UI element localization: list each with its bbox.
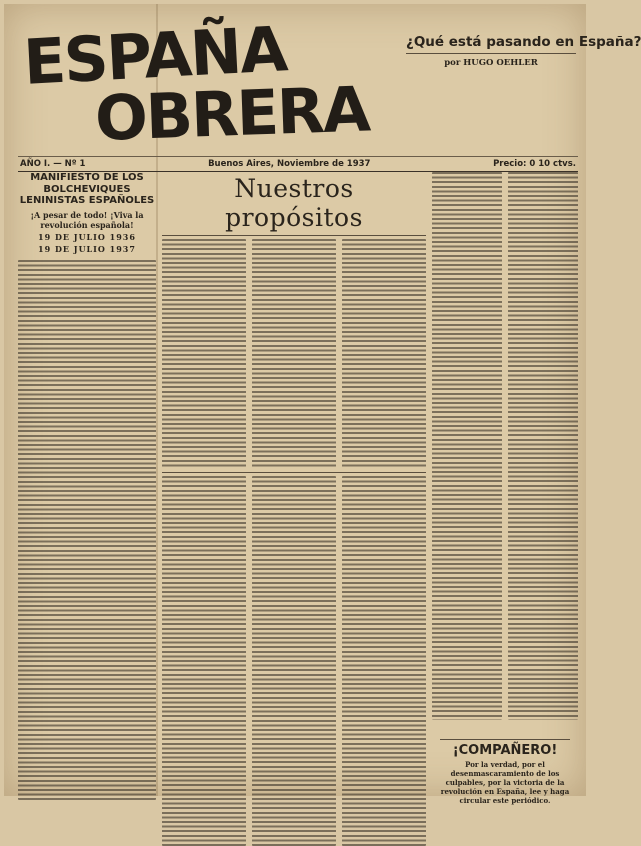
- divider: [162, 472, 426, 473]
- divider: [162, 235, 426, 236]
- manifesto-date-1: 19 DE JULIO 1936: [38, 231, 136, 242]
- issue-number: AÑO I. — Nº 1: [20, 159, 86, 169]
- manifesto-slogan: ¡A pesar de todo! ¡Viva la revolución española!: [30, 209, 144, 230]
- masthead-line-2: OBRERA: [93, 72, 370, 155]
- manifesto-title: MANIFIESTO DE LOS BOLCHEVIQUES LENINISTAS ESPAÑOLES: [19, 172, 155, 206]
- side-article-body: [432, 172, 578, 720]
- side-article-title: ¿Qué está pasando en España?: [406, 34, 641, 50]
- lower-text-2: [252, 476, 336, 846]
- side-article-byline: por HUGO OEHLER: [444, 58, 538, 68]
- main-article-lower: [162, 476, 426, 846]
- main-article-text-1: [162, 239, 246, 469]
- main-article-title: Nuestros propósitos: [225, 174, 363, 232]
- side-article-header: [406, 34, 641, 68]
- newspaper-page: [4, 4, 641, 806]
- dateline: [18, 156, 578, 172]
- masthead: [21, 12, 392, 155]
- price: Precio: 0 10 ctvs.: [493, 159, 576, 169]
- divider: [440, 739, 570, 740]
- side-text-2: [508, 172, 578, 720]
- manifesto-date-2: 19 DE JULIO 1937: [38, 243, 136, 254]
- right-column: [432, 172, 578, 720]
- main-article-text-3: [342, 239, 426, 469]
- manifesto-body: [18, 260, 156, 800]
- main-article-upper: [162, 239, 426, 469]
- place-date: Buenos Aires, Noviembre de 1937: [208, 159, 371, 169]
- closing-title: ¡COMPAÑERO!: [452, 743, 558, 758]
- lower-text-3: [342, 476, 426, 846]
- middle-column: [162, 172, 426, 846]
- masthead-line-1: ESPAÑA: [21, 12, 288, 99]
- main-article-text-2: [252, 239, 336, 469]
- lower-text-1: [162, 476, 246, 846]
- divider: [406, 53, 576, 54]
- closing-box: [440, 736, 570, 805]
- closing-text: Por la verdad, por el desenmascaramiento de los culpables, por la victoria de la revolución en España, lee y haga circular este periódico.: [440, 760, 570, 806]
- left-column: [18, 172, 156, 800]
- side-text-1: [432, 172, 502, 720]
